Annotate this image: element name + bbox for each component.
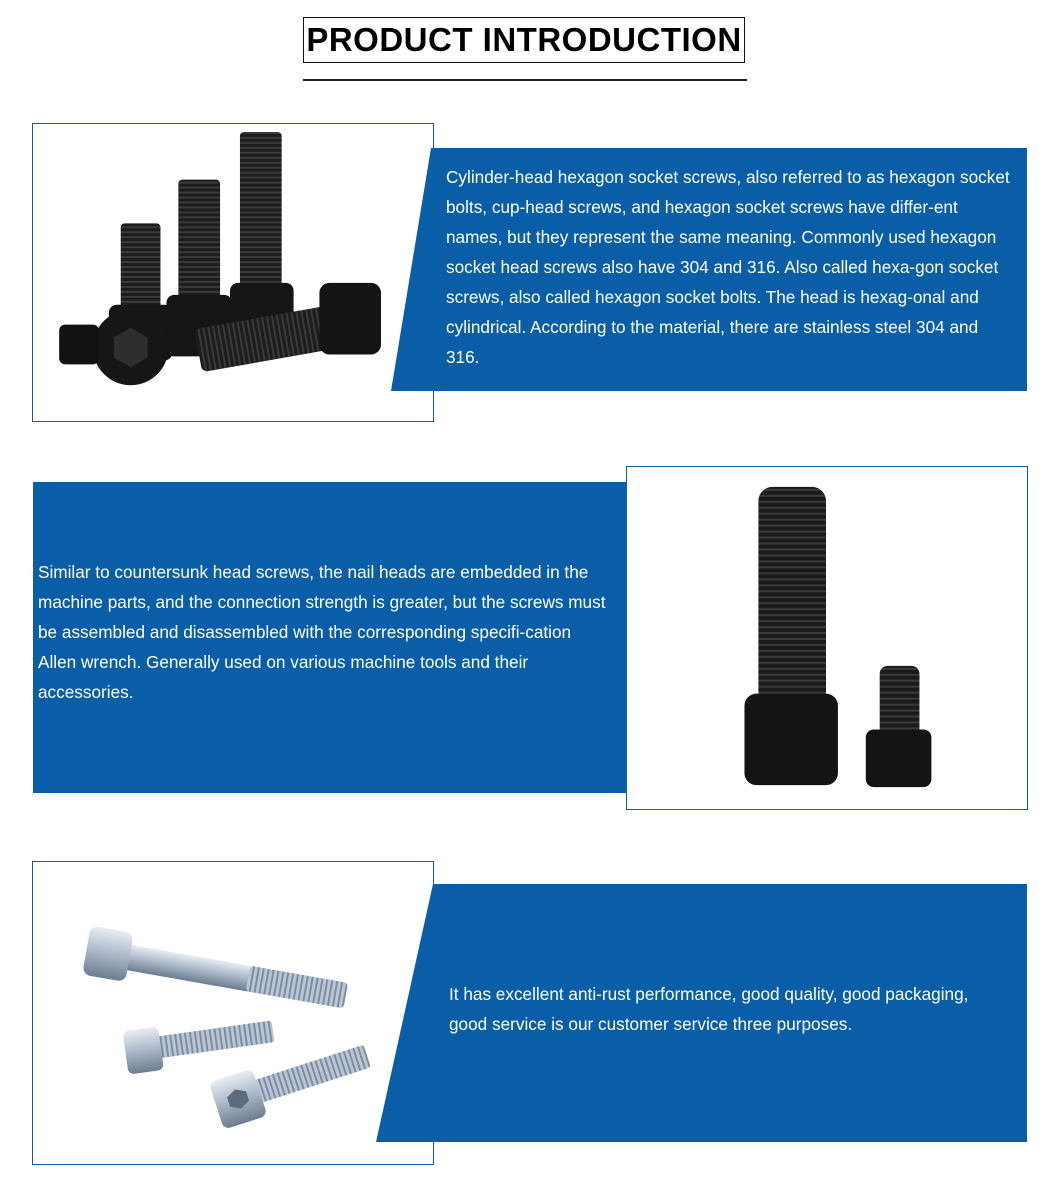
description-panel-1 xyxy=(391,148,1027,391)
black-socket-screws-group-image xyxy=(33,124,433,421)
description-text-1: Cylinder-head hexagon socket screws, also referred to as hexagon socket bolts, cup-head screws, and hexagon socket screws have differ-ent names, but they represent the same meaning. Commonly used hexagon socket head screws also have 304 and 316. Also called hexa-gon socket screws, also called hexagon socket bolts. The head is hexag-onal and cylindrical. According to the material, there are stainless steel 304 and 316. xyxy=(446,167,1010,367)
description-text-2: Similar to countersunk head screws, the nail heads are embedded in the machine parts, and the connection strength is greater, but the screws must be assembled and disassembled with the corresponding specifi-cation Allen wrench. Generally used on various machine tools and their accessories. xyxy=(38,562,606,702)
description-panel-3 xyxy=(376,884,1027,1142)
description-text-3: It has excellent anti-rust performance, good quality, good packaging, good service is our customer service three purposes. xyxy=(449,984,969,1034)
zinc-plated-socket-screws-image xyxy=(33,862,433,1164)
description-panel-2 xyxy=(33,482,686,793)
page-title: PRODUCT INTRODUCTION xyxy=(303,17,745,63)
product-image-frame-2 xyxy=(626,466,1028,810)
black-socket-screws-pair-image xyxy=(627,467,1027,809)
product-image-frame-3 xyxy=(32,861,434,1165)
product-image-frame-1 xyxy=(32,123,434,422)
title-underline xyxy=(303,79,747,81)
